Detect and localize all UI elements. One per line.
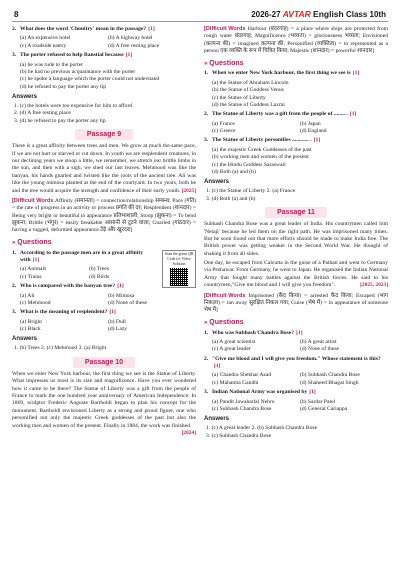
year-tag: [2024] (181, 429, 196, 436)
year-tag: [2025] (181, 187, 196, 194)
options (12, 62, 196, 92)
passage-body: One day, he escaped from Calcutta in the guise of a Pathan and went to Germany via Peshawar. From Germany, he went to Japan. He organised the Indian National Army that fought many battles against the British forces. He said to his countrymen,"Give me blood and I will give you freedom". (204, 260, 388, 289)
questions-heading (204, 59, 388, 69)
options (12, 266, 158, 281)
year-tag: [2025, 2023] (360, 282, 388, 289)
question-text (20, 26, 196, 33)
option: (a) France (212, 120, 235, 127)
question-number: 2. (204, 355, 209, 362)
passage-body: Subhash Chandra Bose was a great leader of India. His countrymen called him 'Netaji' because he led them on the right path. He was imprisoned many times. But he soon found out that more efforts should be made to make India free. The British power was getting weaker in the Second World War. He thought of shaking it from all sides. (204, 221, 388, 257)
option: (b) Subhash Chandra Bose (300, 372, 360, 379)
question-text (20, 309, 196, 316)
answer-line: 3. (d) Both (a) and (b) (206, 195, 256, 202)
question-number: 3. (204, 137, 209, 144)
question-text (20, 52, 196, 59)
qr-code-icon (170, 268, 188, 286)
question (12, 283, 158, 290)
option: (c) A great leader (212, 346, 251, 353)
passage-body: When we enter New York harbour, the first thing we see is the Statue of Liberty. What impresses us most is its size and magnificence. Have you ever wondered how it came to be there? The Statue of Liberty was a gift from the people of France to mark the one hundred year anniversary of American Independence. In 1869, sculptor Frederic Auguste Bartholdi began to plan his concept for the monument. Bartholdi envisioned Liberty as a strong and proud figure, one who personified not only the majestic Greek goddesses of the past but also the working men and women of the present. Finally in 1884, the work was finished. (12, 370, 196, 429)
option: (c) Subhash Chandra Bose (212, 405, 272, 412)
option: (d) Lazy (108, 326, 128, 333)
page-header (12, 8, 388, 22)
question-number: 1. (204, 329, 209, 336)
option: (b) working men and women of the present (212, 154, 309, 161)
option: (c) Greece (212, 128, 236, 135)
passage-title (204, 207, 388, 218)
difficult-words-body: Imprisoned (कैद किया) = arrested कैद किया; Escaped (भाग निकला) = ran away सुरक्षित निकल गया; Guise (भेष में) = in appearance of someone भेष में] (204, 292, 388, 314)
marks-badge: [1] (117, 283, 124, 290)
difficult-words (12, 198, 196, 235)
option: (d) Birds (89, 273, 110, 280)
marks-badge: [1] (349, 111, 357, 118)
passage-title (12, 129, 196, 140)
options (204, 80, 388, 110)
passage-title-label: Passage 11 (265, 207, 327, 218)
question-text (212, 111, 388, 118)
header-subject: English (313, 9, 344, 19)
marks-badge: [1] (32, 257, 40, 264)
passage-title (12, 357, 196, 368)
difficult-words-label: [Difficult Words (204, 26, 246, 32)
marks-badge: [1] (125, 52, 133, 59)
option: (d) General Cariappa (300, 405, 348, 412)
option: (d) None of these (300, 346, 339, 353)
answer-line: 1. (b) Trees 2. (c) Mehmood 3. (a) Bright (14, 345, 107, 352)
questions-heading (204, 318, 388, 328)
option: (b) A highway hotel (108, 35, 153, 42)
questions-heading-label: Questions (209, 318, 244, 326)
options (12, 35, 196, 50)
answers (12, 103, 196, 125)
left-column (12, 26, 196, 440)
question (12, 250, 158, 265)
header-year: 2026-27 (251, 10, 281, 19)
passage-text (204, 260, 388, 290)
option: (d) he refused to pay the porter any tip (20, 83, 107, 90)
qr-code-card[interactable] (162, 250, 196, 288)
passage-text (12, 143, 196, 195)
passage-body: There is a great affinity between trees and men. We grow at much the same pace, if we are not hurt or starved or cut down. In youth we are resplendent creatures, in our declining years we stoop a little, we remember, we stretch our brittle limbs in the sun, and then with a sigh, we shed our last leaves. Mehmood was like the banyan, his hands gnarled and twisted like the roots of the ancient tree. Ali was like the young mimosa planted at the end of the courtyard. In two years, both he and the tree would acquire the strength and confidence of their early youth. (12, 143, 196, 194)
marks-badge: [1] (352, 70, 360, 77)
question-label: What is the meaning of resplendent? (20, 309, 108, 316)
option: (c) A roadside eatery (20, 42, 67, 49)
answer-line: 2. (d) A free resting place (14, 110, 71, 117)
question-text (212, 330, 388, 337)
option: (a) Bright (20, 318, 42, 325)
answers (204, 425, 388, 440)
question-text (20, 283, 158, 290)
option: (a) An expensive hotel (20, 35, 71, 42)
question-label: "Give me blood and I will give you freedom." Whose statement is this? (212, 355, 381, 362)
option: (a) Pandit Jawaharlal Nehru (212, 398, 275, 405)
question-label: Who is compared with the banyan tree? (20, 283, 116, 290)
option: (c) the Statue of Liberty (212, 94, 266, 101)
passage-title-label: Passage 10 (73, 357, 135, 368)
question-number: 2. (204, 111, 209, 118)
chevron-icon: » (12, 239, 16, 246)
option: (c) Black (20, 326, 41, 333)
difficult-words (204, 293, 388, 315)
marks-badge: [1] (313, 137, 321, 144)
question-text (20, 250, 158, 265)
question-label: The Statue of Liberty personifies ............ . (212, 137, 312, 144)
question-label: The porter refused to help Banstial because (20, 52, 124, 59)
option: (b) Mimosa (108, 292, 135, 299)
header-class: Class 10th (345, 10, 386, 19)
option: (c) Mehmood (20, 299, 51, 306)
question-text (212, 389, 388, 396)
question-number: 3. (204, 389, 209, 396)
option: (d) Shaheed Bhagat Singh (300, 379, 359, 386)
difficult-words-body: Affinity (समानता) = connection/relationship सम्बन्ध; Pace (गति) = the rate of progress in an activity or process प्रगति की दर; Resplendent (शानदार) = Being very bright or beautiful in appearance प्रतिभाशाली; Stoop (झुकना) = To bend झुकना; Brittle (भंगुर) = easily breakable आसानी से टूटने वाला; Gnarled (गांठदार) = having a rugged, deformed appearance टेढ़े और खुरदरा] (12, 197, 197, 234)
options (204, 121, 388, 136)
qr-caption: Scan the given QR Code for Video Solution (164, 251, 194, 266)
question (204, 389, 388, 396)
options (204, 399, 388, 414)
marks-badge: [1] (148, 26, 155, 32)
option: (a) he was rude to the porter (20, 61, 84, 68)
question (12, 26, 196, 33)
option: (c) Trains (20, 273, 42, 280)
question-label: The Statue of Liberty was a gift from the people of ........ . (212, 111, 348, 118)
question (12, 309, 196, 316)
passage-text (12, 370, 196, 436)
questions-heading-label: Questions (209, 59, 244, 67)
question-number: 2. (12, 283, 17, 290)
options (204, 147, 388, 177)
options (204, 339, 388, 354)
answer-line: 3. (c) Subhash Chandra Bose (206, 432, 272, 439)
option: (a) the majestic Greek Goddesses of the past (212, 146, 312, 153)
option: (d) England (300, 128, 327, 135)
question-number: 3. (12, 309, 17, 316)
option: (b) A great artist (300, 338, 337, 345)
question-label: When we enter New York harbour, the first thing we see is (212, 70, 351, 77)
question-label: According to the passage men are in a great affinity with (20, 249, 143, 264)
marks-badge: [1] (296, 329, 303, 336)
right-column (204, 26, 388, 440)
option: (d) None of these (108, 299, 147, 306)
option: (c) Mahatma Gandhi (212, 379, 259, 386)
difficult-words (204, 26, 388, 56)
option: (b) the Statue of Goddess Venus (212, 87, 284, 94)
answer-line: 1. (c) the Statue of Liberty 2. (a) France (206, 188, 296, 195)
option: (a) Ali (20, 292, 35, 299)
answers (204, 188, 388, 203)
question (12, 52, 196, 59)
page-number: 8 (14, 10, 19, 19)
answers-heading: Answers (204, 416, 230, 423)
question (204, 137, 388, 144)
question-text (212, 137, 388, 144)
difficult-words-body: Harbour (बंदरगाह) = a place where ships are protected from rough water बंदरगाह; Magnificence (भव्यता) = gloriousness भव्यता; Envisioned (कल्पना की) = imagined कल्पना की; Personified (व्यक्तित्व) = to represented as a person एक व्यक्ति के रूप में चित्रित किया; Majestic (शानदार) = powerful शानदार] (204, 26, 388, 55)
question (204, 356, 388, 371)
passage-title-label: Passage 9 (75, 129, 133, 140)
difficult-words-label: [Difficult Words (204, 292, 246, 299)
option: (b) Japan (300, 120, 321, 127)
marks-badge: [1] (109, 309, 116, 316)
question-label: Who was Subhash Chandra Bose? (212, 329, 295, 336)
question (204, 330, 388, 337)
question-number: 3. (12, 52, 17, 59)
question-number: 1. (204, 70, 209, 77)
answer-line: 1. (c) A great leader 2. (b) Subhash Chandra Bose (206, 425, 318, 432)
options (204, 372, 388, 387)
chevron-icon: » (204, 60, 208, 67)
question-text (212, 70, 388, 77)
option: (a) the Statue of Abraham Lincoln (212, 79, 289, 86)
question-number: 2. (12, 26, 17, 32)
options (12, 293, 196, 308)
brand-logo: AVTAR (282, 9, 311, 19)
option: (a) Chandra Shekhar Azad (212, 372, 272, 379)
answers-heading: Answers (204, 179, 230, 186)
question-number: 1. (12, 249, 17, 256)
option: (d) the Statue of Goddess Laxmi (212, 101, 285, 108)
option: (b) Trees (89, 266, 110, 273)
option: (b) he had no previous acquaintance with the porter (20, 68, 136, 75)
option: (c) he spoke a language which the porter could not understand (20, 76, 160, 83)
answers-heading: Answers (12, 336, 38, 343)
questions-heading-label: Questions (17, 238, 52, 246)
answers-heading: Answers (12, 94, 38, 100)
content-columns (12, 26, 388, 440)
option: (a) A great scientist (212, 338, 256, 345)
option: (b) Dull (108, 318, 126, 325)
header-title (251, 9, 386, 21)
questions-heading (12, 238, 196, 248)
option: (c) the Hindu Goddess Saraswati (212, 161, 286, 168)
difficult-words-label: [Difficult Words (12, 197, 54, 204)
answer-line: 1. (c) the hotels were too expensive for him to afford (14, 102, 133, 109)
option: (d) A free resting place (108, 42, 160, 49)
marks-badge: [1] (214, 363, 221, 370)
options (12, 319, 196, 334)
chevron-icon: » (204, 319, 208, 326)
question (204, 70, 388, 77)
option: (d) Both (a) and (b) (212, 168, 256, 175)
question-label: Indian National Army was organised by (212, 389, 308, 396)
option: (b) Sardar Patel (300, 398, 336, 405)
option: (a) Animals (20, 266, 47, 273)
question-label: What does the word 'Chouitry' mean in the passage? (20, 26, 147, 32)
answer-line: 3. (d) he refused to pay the porter any tip (14, 117, 106, 124)
marks-badge: [1] (309, 389, 316, 396)
question-text (212, 356, 388, 371)
question (204, 111, 388, 118)
